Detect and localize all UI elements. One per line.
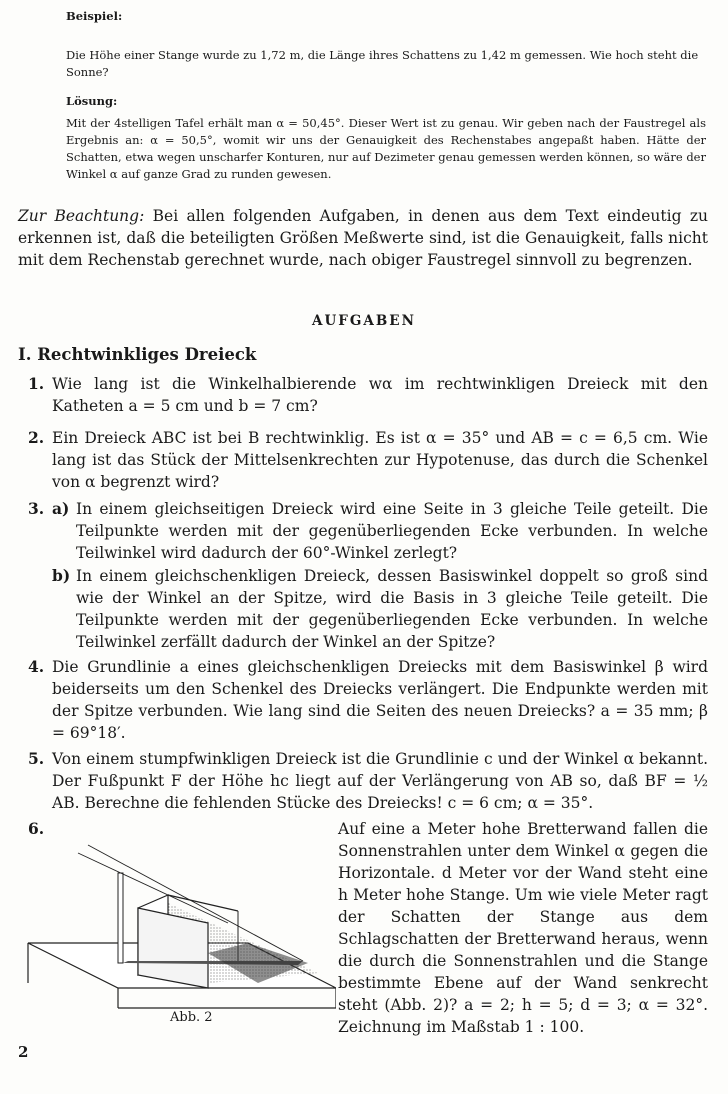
example-title: Beispiel:	[66, 9, 123, 23]
task-text: Von einem stumpfwinkligen Dreieck ist die Grundlinie c und der Winkel α bekannt. Der Fußpunkt F der Höhe hc liegt auf der Verlängerung von AB so, daß BF = ½ AB. Berechne die fehlenden Stücke des Dreiecks! c = 6 cm; α = 35°.	[52, 750, 708, 812]
figure-caption: Abb. 2	[170, 1010, 213, 1025]
task-number: 2.	[28, 428, 45, 447]
task-number: 6.	[28, 819, 45, 838]
task-text: Ein Dreieck ABC ist bei B rechtwinklig. Es ist α = 35° und AB = c = 6,5 cm. Wie lang ist das Stück der Mittelsenkrechten zur Hypotenuse, das durch die Schenkel von α begrenzt wird?	[52, 429, 708, 491]
aufgaben-heading: AUFGABEN	[312, 313, 416, 329]
pole	[118, 873, 123, 963]
figure-abb2	[18, 843, 336, 1013]
task-sub-a-label: a)	[52, 499, 70, 518]
solution-title: Lösung:	[66, 94, 118, 108]
section-heading: I. Rechtwinkliges Dreieck	[18, 345, 257, 364]
task-number: 4.	[28, 657, 45, 676]
page-number: 2	[18, 1043, 29, 1061]
task-sub-b-label: b)	[52, 566, 71, 585]
task-number: 3.	[28, 499, 45, 518]
task-number: 1.	[28, 374, 45, 393]
task-text: Auf eine a Meter hohe Bretterwand fallen die Sonnenstrahlen unter dem Winkel α gegen die Horizontale. d Meter vor der Wand steht eine h Meter hohe Stange. Um wie viele Meter ragt der Schatten der Stange aus dem Schlagschatten der Bretterwand heraus, wenn die durch die Sonnenstrahlen und die Stange bestimmte Ebene auf der Wand senkrecht steht (Abb. 2)? a = 2; h = 5; d = 3; α = 32°. Zeichnung im Maßstab 1 : 100.	[338, 820, 708, 1036]
task-number: 5.	[28, 749, 45, 768]
example-text: Die Höhe einer Stange wurde zu 1,72 m, die Länge ihres Schattens zu 1,42 m gemessen. Wie hoch steht die Sonne?	[66, 48, 699, 79]
note-text: Bei allen folgenden Aufgaben, in denen aus dem Text eindeutig zu erkennen ist, daß die beteiligten Größen Meßwerte sind, ist die Genauigkeit, falls nicht mit dem Rechenstab gerechnet wurde, nach obiger Faustregel sinnvoll zu begrenzen.	[18, 207, 708, 269]
note-lead: Zur Beachtung:	[18, 207, 145, 225]
note-paragraph	[18, 205, 708, 271]
task-text: Die Grundlinie a eines gleichschenkligen Dreiecks mit dem Basiswinkel β wird beiderseits um den Schenkel des Dreiecks verlängert. Die Endpunkte werden mit der Spitze verbunden. Wie lang sind die Seiten des neuen Dreiecks? a = 35 mm; β = 69°18′.	[52, 658, 708, 742]
task-sub-b-text: In einem gleichschenkligen Dreieck, dessen Basiswinkel doppelt so groß sind wie der Winkel an der Spitze, wird die Basis in 3 gleiche Teile geteilt. Die Teilpunkte werden mit der gegenüberliegenden Ecke verbunden. In welche Teilwinkel zerfällt dadurch der Winkel an der Spitze?	[76, 567, 708, 651]
task-text: Wie lang ist die Winkelhalbierende wα im rechtwinkligen Dreieck mit den Katheten a = 5 cm und b = 7 cm?	[52, 375, 708, 415]
solution-text: Mit der 4stelligen Tafel erhält man α = 50,45°. Dieser Wert ist zu genau. Wir geben nach der Faustregel als Ergebnis an: α = 50,5°, womit wir uns der Genauigkeit des Rechenstabes angepaßt haben. Hätte der Schatten, etwa wegen unscharfer Konturen, nur auf Dezimeter genau gemessen werden können, so wäre der Winkel α auf ganze Grad zu runden gewesen.	[66, 116, 706, 181]
task-sub-a-text: In einem gleichseitigen Dreieck wird eine Seite in 3 gleiche Teile geteilt. Die Teilpunkte werden mit der gegenüberliegenden Ecke verbunden. In welche Teilwinkel wird dadurch der 60°-Winkel zerlegt?	[76, 500, 708, 562]
